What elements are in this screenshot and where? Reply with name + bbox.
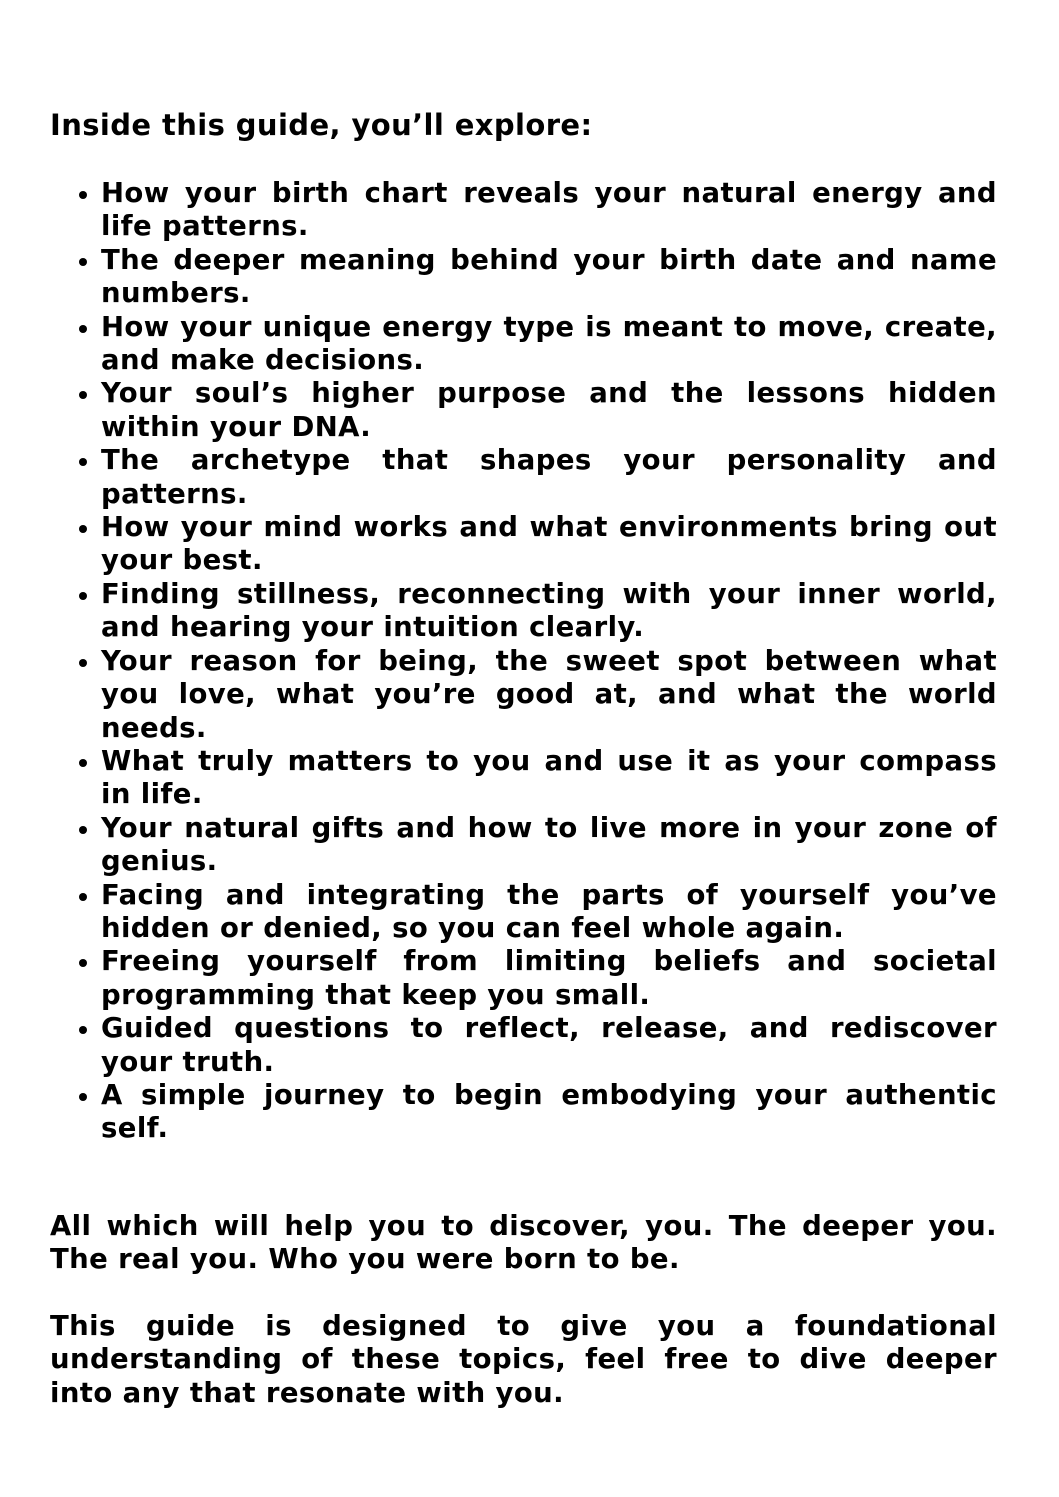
- list-item: [101, 1079, 997, 1146]
- list-item: [101, 1012, 997, 1079]
- guide-note-paragraph: This guide is designed to give you a foundational understanding of these topics, feel free to dive deeper into any that resonate with you.: [50, 1310, 997, 1409]
- list-item-text: A simple journey to begin embodying your authentic self.: [101, 1078, 997, 1145]
- list-item: [101, 511, 997, 578]
- list-item: [101, 177, 997, 244]
- list-item: [101, 578, 997, 645]
- bullet-icon: [79, 659, 87, 667]
- list-item: [101, 879, 997, 946]
- list-item: [101, 645, 997, 745]
- list-item-text: How your mind works and what environments bring out your best.: [101, 511, 997, 577]
- bullet-icon: [79, 826, 87, 834]
- list-item: [101, 311, 997, 378]
- list-item-text: Finding stillness, reconnecting with your inner world, and hearing your intuition clearly.: [101, 577, 997, 644]
- list-item: [101, 377, 997, 444]
- list-item-text: Your natural gifts and how to live more in your zone of genius.: [101, 811, 997, 878]
- list-item: [101, 444, 997, 511]
- bullet-icon: [79, 525, 87, 533]
- list-item-text: Freeing yourself from limiting beliefs and societal programming that keep you small.: [101, 945, 997, 1011]
- bullet-icon: [79, 325, 87, 333]
- bullet-icon: [79, 258, 87, 266]
- list-item: [101, 812, 997, 879]
- bullet-icon: [79, 458, 87, 466]
- bullet-icon: [79, 592, 87, 600]
- list-item: [101, 945, 997, 1012]
- bullet-icon: [79, 1093, 87, 1101]
- bullet-icon: [79, 759, 87, 767]
- closing-paragraph: All which will help you to discover, you. The deeper you. The real you. Who you were born to be.: [50, 1210, 997, 1276]
- list-item: [101, 244, 997, 311]
- list-item-text: Your soul’s higher purpose and the lessons hidden within your DNA.: [101, 377, 997, 443]
- list-item-text: How your unique energy type is meant to move, create, and make decisions.: [101, 310, 997, 377]
- list-item-text: Your reason for being, the sweet spot between what you love, what you’re good at, and what the world needs.: [101, 644, 997, 744]
- list-item-text: The archetype that shapes your personality and patterns.: [101, 444, 997, 510]
- bullet-icon: [79, 191, 87, 199]
- bullet-icon: [79, 391, 87, 399]
- bullet-icon: [79, 1026, 87, 1034]
- list-item-text: How your birth chart reveals your natural energy and life patterns.: [101, 177, 997, 243]
- page-heading: Inside this guide, you’ll explore:: [50, 108, 593, 142]
- bullet-icon: [79, 959, 87, 967]
- list-item-text: What truly matters to you and use it as your compass in life.: [101, 744, 997, 811]
- list-item-text: The deeper meaning behind your birth date and name numbers.: [101, 243, 997, 310]
- topics-list: [50, 177, 997, 1146]
- list-item-text: Facing and integrating the parts of yourself you’ve hidden or denied, so you can feel whole again.: [101, 878, 997, 944]
- list-item-text: Guided questions to reflect, release, and rediscover your truth.: [101, 1012, 997, 1078]
- bullet-icon: [79, 893, 87, 901]
- list-item: [101, 745, 997, 812]
